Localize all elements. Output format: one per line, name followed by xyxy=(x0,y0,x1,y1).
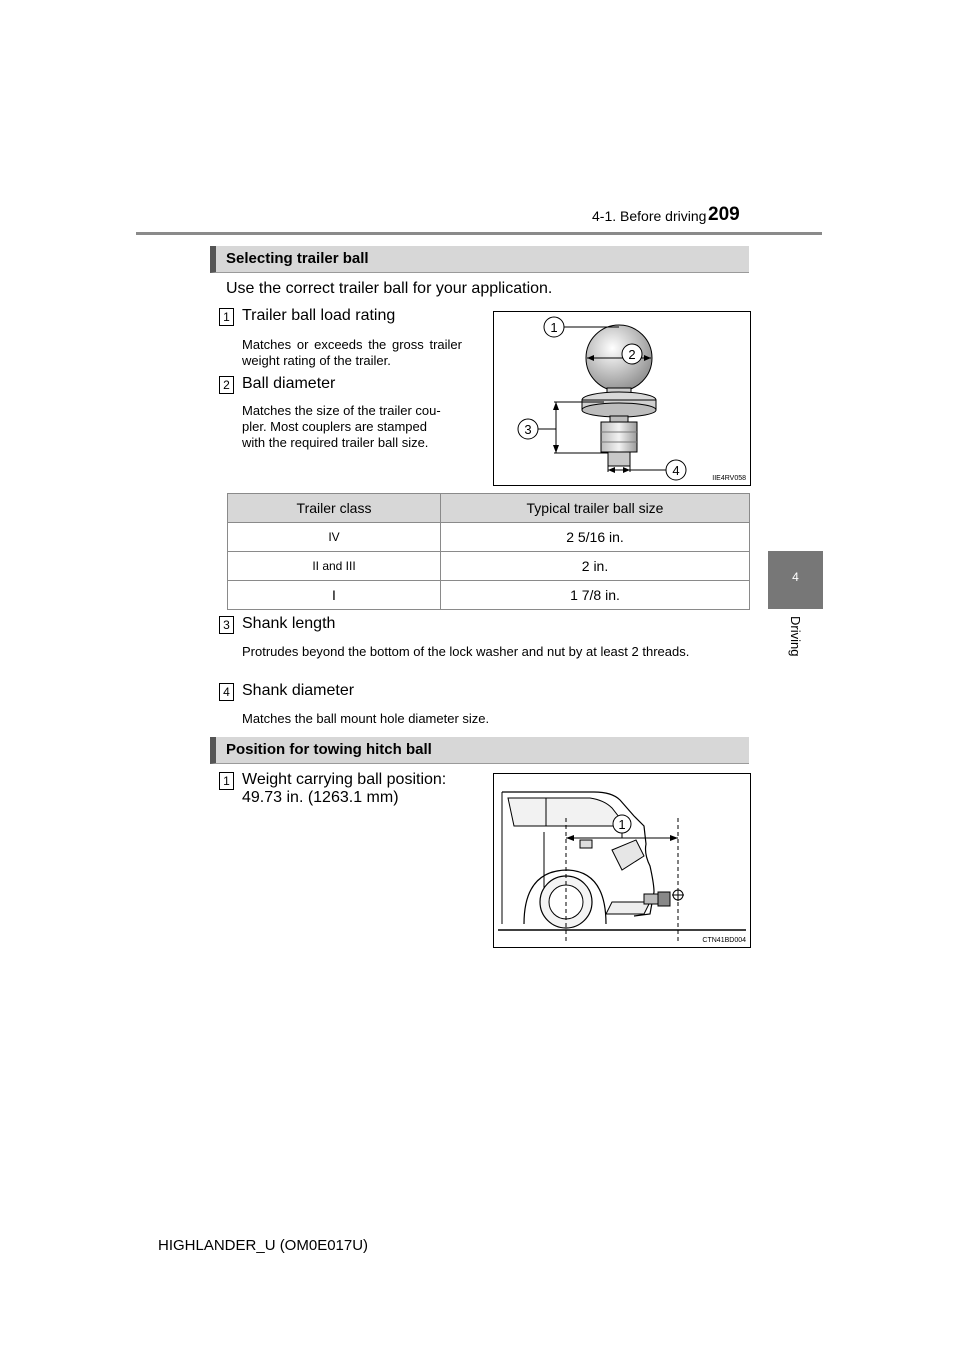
section-heading-text: Selecting trailer ball xyxy=(226,250,369,267)
item-description-line: with the required trailer ball size. xyxy=(242,435,429,450)
page-number: 209 xyxy=(708,204,740,225)
table-row xyxy=(228,552,750,581)
table-cell: 2 5/16 in. xyxy=(441,523,750,552)
item-description-line: Matches the size of the trailer cou- xyxy=(242,403,441,418)
item-number-badge: 4 xyxy=(219,683,234,701)
item-title xyxy=(242,771,446,807)
table-header-row xyxy=(228,494,750,523)
footer-model-code: HIGHLANDER_U (OM0E017U) xyxy=(158,1237,369,1254)
header-rule xyxy=(136,232,822,235)
table-header-cell: Typical trailer ball size xyxy=(441,494,750,523)
trailer-ball-figure xyxy=(493,311,751,486)
figure-code: IIE4RV058 xyxy=(712,475,746,482)
intro-text: Use the correct trailer ball for your application. xyxy=(226,280,553,297)
table-cell: IV xyxy=(228,523,441,552)
table-row xyxy=(228,581,750,610)
running-header-section: 4-1. Before driving xyxy=(592,208,707,224)
item-description: Matches the ball mount hole diameter size. xyxy=(242,711,490,726)
item-title: Shank diameter xyxy=(242,682,355,699)
table-cell: II and III xyxy=(228,552,441,581)
chapter-tab-label: Driving xyxy=(788,616,803,657)
table-cell: I xyxy=(228,581,441,610)
hitch-position-figure xyxy=(493,773,751,948)
vehicle-rear-illustration xyxy=(494,774,750,947)
item-description: Protrudes beyond the bottom of the lock washer and nut by at least 2 threads. xyxy=(242,644,690,659)
table-header-cell: Trailer class xyxy=(228,494,441,523)
callout-1: 1 xyxy=(550,320,558,335)
section-heading-selecting-trailer-ball xyxy=(210,246,749,273)
section-heading-text: Position for towing hitch ball xyxy=(226,741,432,758)
callout-1: 1 xyxy=(618,817,626,832)
callout-4: 4 xyxy=(672,463,680,478)
item-title-line: Weight carrying ball position: xyxy=(242,771,447,788)
item-title: Trailer ball load rating xyxy=(242,307,396,324)
item-number-badge: 2 xyxy=(219,376,234,394)
item-description: Matches or exceeds the gross trailer weight rating of the trailer. xyxy=(242,337,462,368)
item-title: Ball diameter xyxy=(242,375,336,392)
table-cell: 2 in. xyxy=(441,552,750,581)
callout-3: 3 xyxy=(524,422,532,437)
item-description xyxy=(242,403,464,451)
section-heading-position-towing-hitch-ball xyxy=(210,737,749,764)
table-cell: 1 7/8 in. xyxy=(441,581,750,610)
trailer-ball-size-table xyxy=(227,493,750,610)
item-number-badge: 1 xyxy=(219,772,234,790)
figure-code: CTN41BD004 xyxy=(702,937,746,944)
item-description-line: pler. Most couplers are stamped xyxy=(242,419,427,434)
item-title: Shank length xyxy=(242,615,336,632)
item-number-badge: 1 xyxy=(219,308,234,326)
chapter-tab-number: 4 xyxy=(792,570,799,584)
callout-2: 2 xyxy=(628,347,636,362)
trailer-ball-illustration xyxy=(494,312,750,485)
item-title-line: 49.73 in. (1263.1 mm) xyxy=(242,789,399,806)
item-number-badge: 3 xyxy=(219,616,234,634)
table-row xyxy=(228,523,750,552)
